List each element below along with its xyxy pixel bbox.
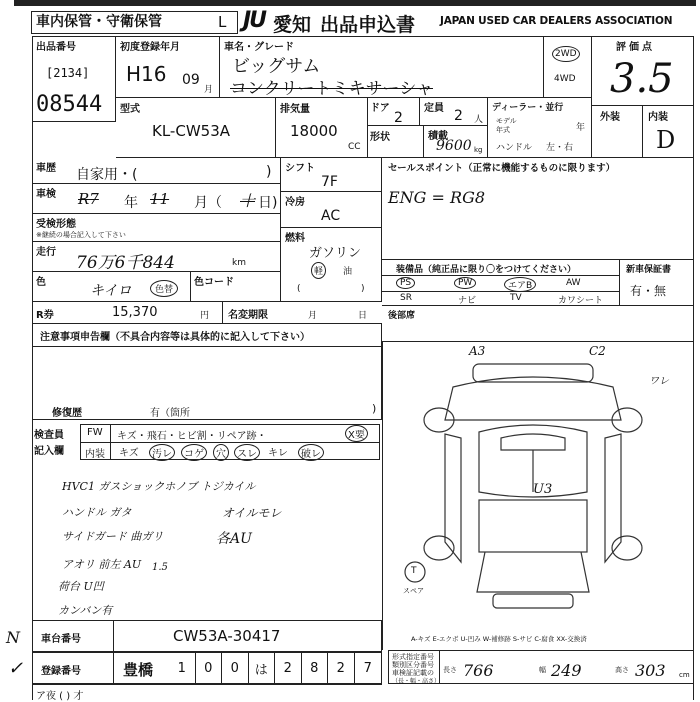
car-name-box (220, 36, 544, 98)
chassis-label: 車台番号 (41, 634, 81, 645)
equipment-sr: SR (400, 293, 412, 303)
name-change-label: 名変期限 (228, 310, 268, 321)
history-label: 車歴 (36, 163, 56, 174)
color-label: 色 (36, 277, 46, 288)
equipment-grid-mid (382, 291, 620, 292)
inspection-month: 11 (150, 190, 170, 208)
dealer-box (488, 98, 592, 158)
capacity-label: 定員 (424, 103, 444, 114)
aircon-label: 冷房 (285, 197, 305, 208)
dim-label-3: 車検証記載の (392, 669, 434, 677)
registration-digit: 1 (169, 653, 196, 683)
fuel-oil-option: 油 (343, 267, 353, 277)
registration-digit: 2 (275, 653, 302, 683)
model-year-unit: 年 (576, 123, 586, 133)
registration-digit: 0 (222, 653, 249, 683)
notes-rule (32, 346, 382, 347)
top-cut-off-row (14, 0, 696, 6)
color-row (32, 272, 280, 302)
drive-2wd-option: 2WD (552, 46, 580, 62)
bottom-partial-text: ア夜 ( ) 才 (36, 691, 84, 702)
equipment-pw: PW (454, 277, 476, 289)
interior-key: 内装 (85, 449, 105, 460)
interior-item: スレ (234, 444, 260, 461)
margin-mark-n: N (6, 628, 20, 647)
registration-divider (113, 653, 114, 683)
equipment-airbag: エアB (504, 277, 536, 292)
capacity-unit: 人 (474, 115, 484, 125)
form-title: 出品申込書 (320, 14, 416, 36)
repair-history-close: ) (372, 402, 377, 415)
registration-label: 登録番号 (41, 666, 81, 677)
first-reg-unit: 月 (204, 85, 214, 95)
first-registration-box (116, 36, 220, 98)
inspection-month-unit: 月（ (194, 195, 222, 211)
mileage-unit: km (232, 258, 246, 268)
inspector-label: 検査員 (34, 430, 64, 441)
registration-digit: 2 (328, 653, 355, 683)
color-value: キイロ (90, 283, 132, 299)
price-label: R券 (36, 310, 54, 321)
history-value: 自家用・( (76, 167, 138, 183)
price-unit: 円 (200, 311, 210, 321)
accept-label: 受検形態 (36, 219, 76, 230)
inspection-year-unit: 年 (124, 195, 138, 211)
damage-diagram-area (382, 342, 694, 650)
spare-label: スペア (403, 587, 424, 595)
inspector-note-oil-leak: オイルモレ (222, 506, 282, 520)
aircon-value: AC (321, 208, 341, 224)
model-year-label-2: 年式 (496, 126, 510, 134)
inspector-small-note: 1.5 (152, 562, 168, 573)
equipment-grid (382, 275, 620, 306)
inspection-label: 車検 (36, 189, 56, 200)
width-label: 幅 (539, 666, 546, 674)
registration-digit: は (249, 653, 276, 683)
brand-name: 愛知 (273, 14, 312, 36)
sales-point-label: セールスポイント（正常に機能するものに限ります） (388, 163, 616, 174)
damage-label-c2: C2 (589, 344, 606, 358)
inspector-note-1: HVC1 ガスショックホノブ トジカイル (62, 480, 256, 493)
chassis-divider (113, 621, 114, 651)
registration-digit: 7 (363, 660, 372, 676)
fuel-light-option: 軽 (311, 262, 326, 279)
price-divider (222, 302, 223, 324)
car-name-label: 車名・グレード (224, 42, 294, 53)
accept-note: ※継続の場合記入して下さい (36, 231, 126, 239)
damage-label-u3: U3 (533, 482, 553, 497)
chassis-number: CW53A-30417 (173, 627, 281, 645)
equipment-navi: ナビ (458, 296, 477, 306)
interior-item: 穴 (213, 444, 229, 461)
capacity-value: 2 (454, 108, 463, 124)
model-value: KL-CW53A (152, 122, 230, 140)
shift-value: 7F (321, 174, 338, 190)
history-row (32, 158, 280, 184)
length-label: 長さ (443, 666, 457, 674)
car-grade: コンクリートミキサーシャ (230, 79, 433, 99)
margin-mark-check: ✓ (8, 658, 24, 679)
inspector-note-2: ハンドル ガタ (62, 506, 132, 519)
handle-options: 左・右 (546, 143, 574, 153)
doors-box (368, 98, 420, 126)
damage-label-a3: A3 (469, 344, 486, 358)
car-name: ビッグサム (232, 56, 321, 77)
shape-label: 形状 (370, 132, 390, 143)
warranty-label: 新車保証書 (626, 265, 672, 275)
first-reg-label: 初度登録年月 (120, 42, 180, 53)
score-box (592, 36, 694, 106)
inspector-note-6: カンバン有 (58, 604, 113, 617)
dimensions-row (388, 650, 694, 684)
equipment-label: 装備品（純正品に限り〇をつけてください） (396, 265, 577, 275)
equipment-aw: AW (566, 278, 581, 288)
sales-point-note: ENG = RG8 (388, 188, 486, 207)
storage-note: 車内保管・守衛保管 L (31, 11, 238, 34)
spare-mark: T (411, 566, 417, 576)
drive-4wd-option: 4WD (554, 74, 576, 84)
chassis-row (32, 620, 382, 652)
model-year-label-1: モデル (496, 117, 517, 125)
inspection-era: R7 (78, 190, 99, 208)
handle-label: ハンドル (496, 143, 533, 153)
header (0, 0, 700, 36)
aircon-box (280, 192, 382, 228)
ext-int-divider (642, 106, 643, 158)
repair-history-value: 有（箇所 (150, 408, 190, 419)
inspector-note-4: アオリ 前左 AU (62, 558, 142, 571)
ext-int-box (592, 106, 694, 158)
inspector-grid-mid (81, 442, 379, 443)
inspection-day-unit: 日) (258, 195, 278, 211)
equipment-leather-seat: カワシート (558, 296, 604, 306)
load-label: 積載 (428, 131, 448, 142)
registration-digit: 8 (302, 653, 329, 683)
color-code-label: 色コード (194, 277, 234, 288)
doors-label: ドア (370, 103, 390, 114)
displacement-label: 排気量 (280, 104, 310, 115)
load-value: 9600 (436, 138, 472, 154)
dim-label-1: 形式指定番号 (392, 653, 434, 661)
interior-item: キズ (119, 448, 139, 459)
equipment-box (382, 260, 620, 306)
inspector-entry-label: 記入欄 (34, 446, 64, 457)
storage-mark: L (218, 13, 227, 31)
capacity-box (420, 98, 488, 126)
doors-value: 2 (394, 110, 403, 126)
association-name: JAPAN USED CAR DEALERS ASSOCIATION (440, 15, 673, 27)
damage-legend: A-キズ E-エクボ U-凹み W-補修跡 S-サビ C-腐食 XX-交換済 (411, 635, 587, 643)
warranty-box (620, 260, 694, 306)
color-code-divider (190, 272, 191, 302)
dim-label-2: 類別区分番号 (392, 661, 434, 669)
displacement-box (276, 98, 368, 158)
interior-label: 内装 (648, 112, 668, 123)
color-repaint-circled: 色替 (150, 280, 178, 297)
dim-label-4: （長・幅・高さ） (392, 678, 441, 685)
fuel-open-paren: ( (297, 284, 301, 294)
interior-value: D (656, 126, 676, 154)
inspector-section (32, 420, 382, 620)
dealer-label: ディーラー・並行 (492, 103, 564, 113)
lot-sub-number: [2134] (46, 66, 90, 80)
equipment-tv: TV (510, 293, 522, 303)
name-change-month-unit: 月 (308, 311, 318, 321)
dimensions-unit: cm (679, 671, 690, 679)
registration-number-cells (169, 653, 381, 683)
drive-box (544, 36, 592, 98)
registration-place: 豊橋 (123, 661, 154, 679)
name-change-day-unit: 日 (358, 311, 368, 321)
shape-box (368, 126, 424, 158)
displacement-unit: CC (348, 142, 361, 152)
width-value: 249 (551, 661, 582, 680)
load-unit: kg (474, 146, 483, 154)
damage-label-crack: ワレ (649, 376, 669, 387)
mileage-value: 76万6千844 (76, 253, 175, 273)
length-value: 766 (463, 661, 494, 680)
registration-row (32, 652, 382, 684)
history-close: ) (266, 164, 272, 180)
displacement-value: 18000 (290, 122, 338, 140)
height-label: 高さ (615, 666, 629, 674)
interior-item: コゲ (181, 444, 207, 461)
exterior-label: 外装 (600, 112, 620, 123)
interior-item: 汚レ (149, 444, 175, 461)
interior-item: 破レ (298, 444, 324, 461)
interior-items (117, 444, 377, 458)
first-reg-era: H16 (126, 62, 167, 86)
price-row (32, 302, 382, 324)
fuel-close-paren: ) (361, 284, 365, 294)
lot-box (32, 36, 116, 122)
price-value: 15,370 (112, 305, 158, 320)
inspector-note-3: サイドガード 曲ガリ (62, 530, 164, 543)
repair-history-label: 修復歴 (52, 408, 82, 419)
model-box (116, 98, 276, 158)
inspector-note-5: 荷台 U凹 (58, 580, 104, 593)
fuel-box (280, 228, 382, 302)
lot-label: 出品番号 (36, 42, 76, 53)
lot-number: 08544 (36, 92, 103, 117)
fw-items: キズ・飛石・ヒビ割・リペア跡・ (117, 431, 267, 442)
height-value: 303 (635, 661, 666, 680)
inspection-day: 十 (240, 192, 256, 210)
equipment-ps: PS (396, 277, 415, 289)
dim-divider (439, 651, 440, 683)
notes-box (32, 324, 382, 420)
first-reg-month: 09 (182, 72, 200, 88)
score-label: 評価点 (616, 42, 655, 53)
warranty-value: 有・無 (630, 284, 667, 298)
shift-box (280, 158, 382, 192)
inspection-row (32, 184, 280, 214)
fuel-label: 燃料 (285, 233, 305, 244)
fw-circled-needed: X要 (345, 425, 368, 442)
score-value: 3.5 (610, 56, 674, 102)
registration-digit: 0 (196, 653, 223, 683)
mileage-label: 走行 (36, 247, 56, 258)
fuel-value: ガソリン (309, 246, 362, 261)
rear-seat-box (382, 306, 694, 342)
notes-label: 注意事項申告欄（不具合内容等は具体的に記入して下さい） (40, 332, 310, 343)
logo: JU (243, 8, 266, 33)
inspector-note-au: 各AU (216, 531, 252, 547)
interior-item: キレ (268, 448, 288, 459)
inspector-grid (80, 424, 380, 460)
bottom-partial-row (32, 684, 382, 700)
accept-row (32, 214, 280, 242)
shift-label: シフト (285, 163, 315, 174)
model-label: 型式 (120, 104, 140, 115)
mileage-row (32, 242, 280, 272)
sales-point-box (382, 158, 694, 260)
rear-seat-label: 後部席 (388, 311, 416, 321)
load-box (424, 126, 488, 158)
fw-key: FW (87, 427, 103, 438)
